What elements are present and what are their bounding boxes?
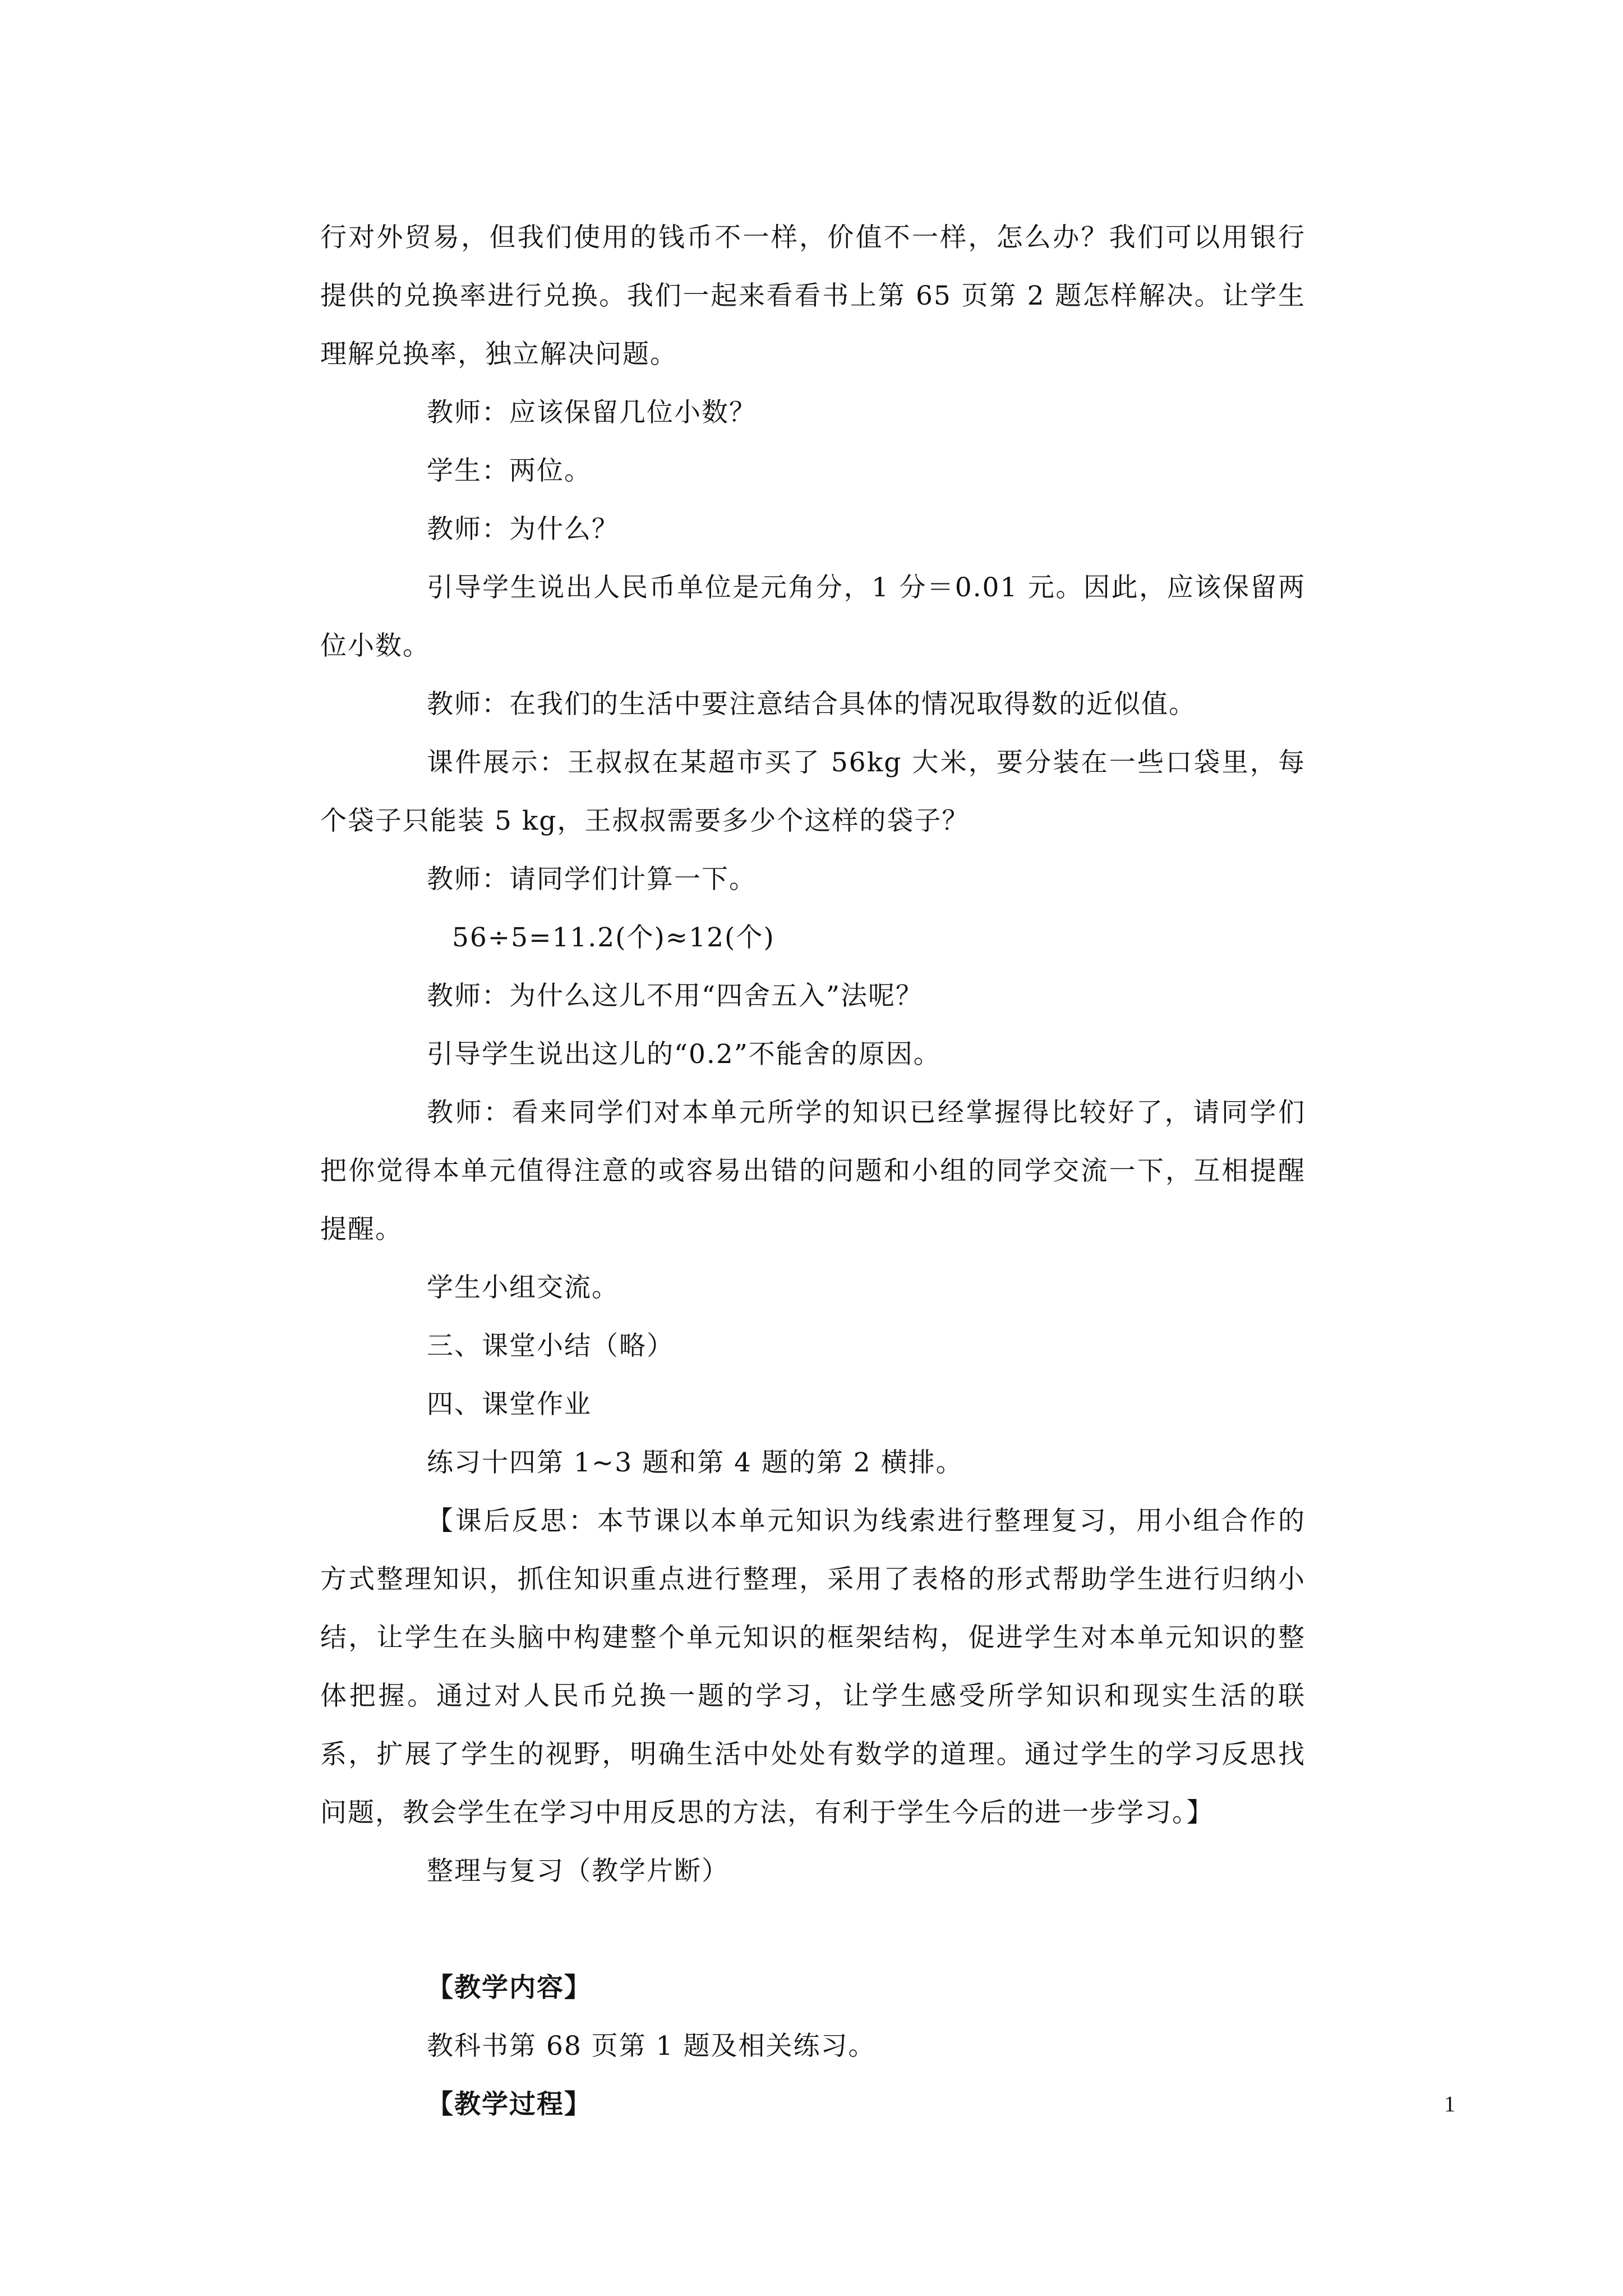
- content-heading: 【教学内容】: [427, 1972, 592, 2003]
- teacher-note: 教师：在我们的生活中要注意结合具体的情况取得数的近似值。: [427, 689, 1196, 720]
- calculation-line: 56÷5=11.2(个)≈12(个): [452, 922, 775, 953]
- section-heading-homework: 四、课堂作业: [427, 1389, 592, 1420]
- teacher-question-3: 教师：为什么这儿不用“四舍五入”法呢？: [427, 981, 924, 1011]
- paragraph-continuation: 行对外贸易，但我们使用的钱币不一样，价值不一样，怎么办？我们可以用银行提供的兑换率进行兑换。我们一起来看看书上第 65 页第 2 题怎样解决。让学生理解兑换率，独立解决问题。: [320, 222, 1306, 370]
- page-number: 1: [1444, 2091, 1455, 2116]
- guide-paragraph-2: 引导学生说出这儿的“0.2”不能舍的原因。: [427, 1039, 941, 1070]
- blank-line: [320, 1901, 1306, 1959]
- teacher-summary: 教师：看来同学们对本单元所学的知识已经掌握得比较好了，请同学们把你觉得本单元值得注意的或容易出错的问题和小组的同学交流一下，互相提醒提醒。: [320, 1097, 1306, 1245]
- group-exchange: 学生小组交流。: [427, 1272, 619, 1303]
- reflection-paragraph: 【课后反思：本节课以本单元知识为线索进行整理复习，用小组合作的方式整理知识，抓住知识重点进行整理，采用了表格的形式帮助学生进行归纳小结，让学生在头脑中构建整个单元知识的框架结构，促进学生对本单元知识的整体把握。通过对人民币兑换一题的学习，让学生感受所学知识和现实生活的联系，扩展了学生的视野，明确生活中处处有数学的道理。通过学生的学习反思找问题，教会学生在学习中用反思的方法，有利于学生今后的进一步学习。】: [320, 1506, 1306, 1828]
- teacher-question-1: 教师：应该保留几位小数？: [427, 397, 757, 428]
- content-text: 教科书第 68 页第 1 题及相关练习。: [427, 2031, 876, 2062]
- next-section-title: 整理与复习（教学片断）: [427, 1856, 729, 1887]
- student-answer-1: 学生：两位。: [427, 455, 592, 486]
- teacher-calc-prompt: 教师：请同学们计算一下。: [427, 864, 757, 895]
- guide-paragraph-1: 引导学生说出人民币单位是元角分，1 分＝0.01 元。因此，应该保留两位小数。: [320, 572, 1306, 661]
- process-heading: 【教学过程】: [427, 2089, 592, 2120]
- homework-text: 练习十四第 1~3 题和第 4 题的第 2 横排。: [427, 1447, 963, 1478]
- section-heading-summary: 三、课堂小结（略）: [427, 1331, 674, 1361]
- document-body: [320, 209, 1306, 2134]
- teacher-question-2: 教师：为什么？: [427, 514, 619, 545]
- courseware-paragraph: 课件展示：王叔叔在某超市买了 56kg 大米，要分装在一些口袋里，每个袋子只能装 5 kg，王叔叔需要多少个这样的袋子？: [320, 747, 1306, 836]
